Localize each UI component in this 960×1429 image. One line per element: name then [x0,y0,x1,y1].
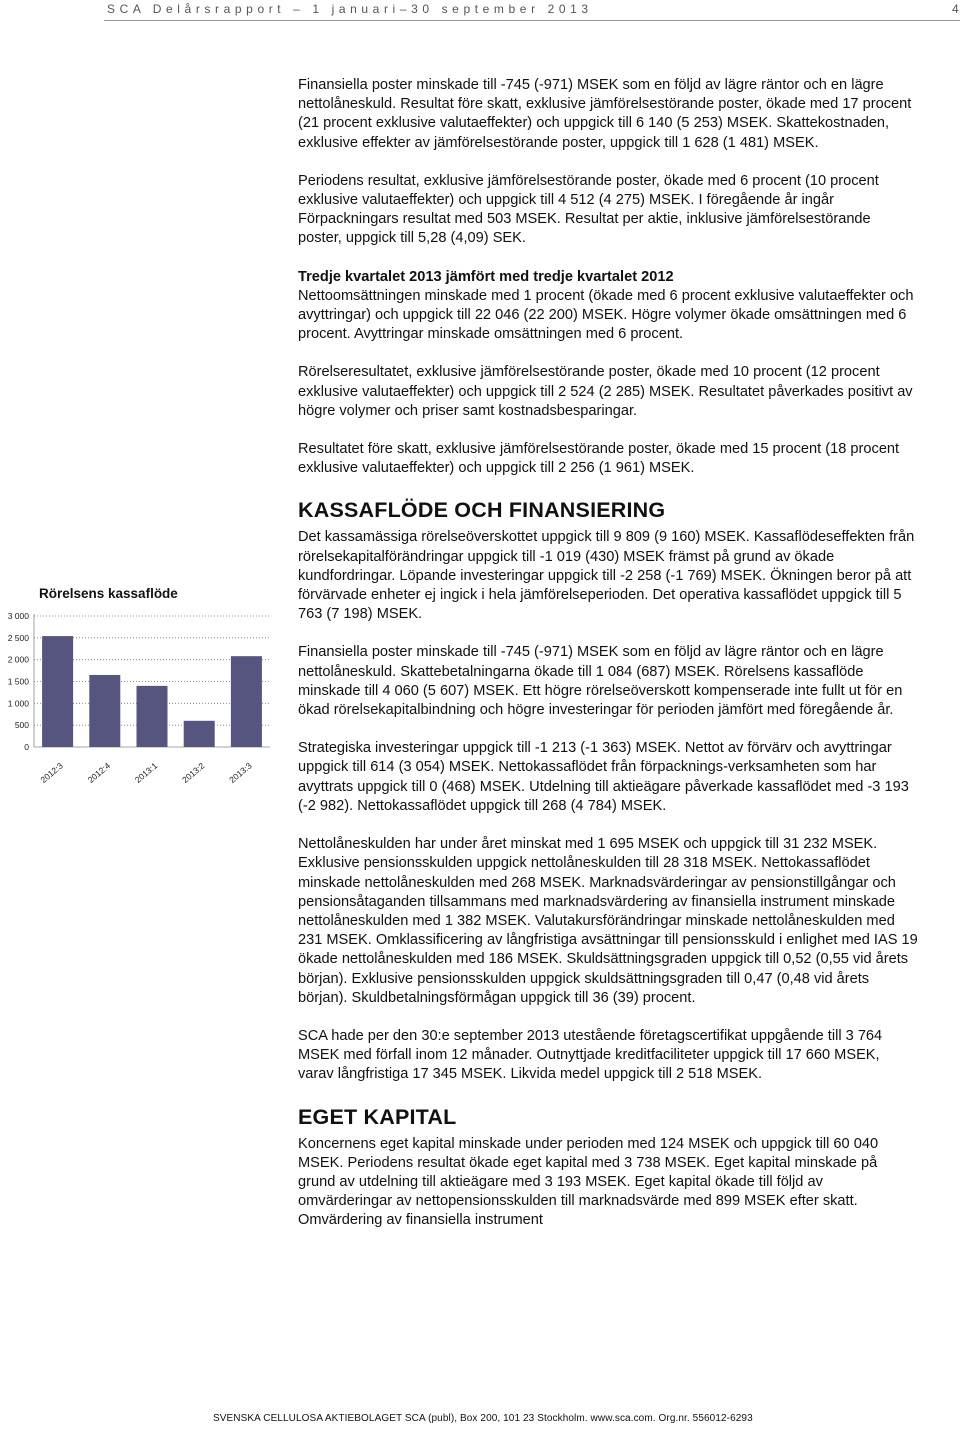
paragraph-rorelseresultat: Rörelseresultatet, exklusive jämförelsestörande poster, ökade med 10 procent (12 procent exklusive valutaeffekter) och uppgick till 2 524 (2 285) MSEK. Resultatet påverkades positivt av högre volymer och priser samt kostnadsbesparingar. [298,364,913,419]
x-tick-label: 2013:2 [180,760,207,785]
y-tick-label: 500 [14,720,29,731]
x-tick-label: 2013:3 [227,760,254,785]
bar [42,636,73,747]
paragraph-foretagscertifikat: SCA hade per den 30:e september 2013 utestående företagscertifikat uppgående till 3 764 MSEK med förfall inom 12 månader. Outnyttjade kreditfaciliteter uppgick till 17 660 MSEK, varav långfristiga 17 345 MSEK. Likvida medel uppgick till 2 518 MSEK. [298,1027,883,1083]
bar [137,686,168,747]
bar [184,721,215,747]
paragraph-skattebetalningar: Finansiella poster minskade till -745 (-971) MSEK som en följd av lägre räntor och en lägre nettolåneskuld. Skattebetalningarna ökade till 1 084 (687) MSEK. Rörelsens kassaflöde minskade till 4 060 (5 607) MSEK. Ett högre rörelseöverskott kompenserade inte fullt ut för en ökad rörelsekapitalbindning och högre investeringar för perioden jämfört med föregående år. [298,644,903,719]
y-tick-label: 3 000 [7,611,29,621]
header-divider [104,20,960,21]
main-text-column [298,76,918,1250]
y-tick-label: 1 500 [7,676,29,687]
y-tick-label: 1 000 [7,698,29,709]
bar [89,675,120,747]
paragraph-resultat-fore-skatt: Resultatet före skatt, exklusive jämförelsestörande poster, ökade med 15 procent (18 procent exklusive valutaeffekter) och uppgick till 2 256 (1 961) MSEK. [298,441,900,477]
x-tick-label: 2012:3 [38,760,65,785]
paragraph-kassamassigt-overskott: Det kassamässiga rörelseöverskottet uppgick till 9 809 (9 160) MSEK. Kassaflödeseffekten från rörelsekapitalförändringar uppgick till -1 019 (430) MSEK främst på grund av ökade kundfordringar. Löpande investeringar uppgick till -2 258 (-1 769) MSEK. Ökningen beror på att förvärvade enheter ej ingick i hela jämförelseperioden. Det operativa kassaflödet uppgick till 5 763 (7 198) MSEK. [298,529,915,623]
paragraph-nettolaneskuld: Nettolåneskulden har under året minskat med 1 695 MSEK och uppgick till 31 232 MSEK. Exklusive pensionsskulden uppgick nettolåneskulden till 28 318 MSEK. Nettokassaflödet minskade nettolåneskulden med 268 MSEK. Marknadsvärderingar av pensionstillgångar och pensionsåtaganden tillsammans med marknadsvärdering av finansiella instrument minskade nettolåneskulden med 1 382 MSEK. Valutakursförändringar minskade nettolåneskulden med 231 MSEK. Omklassificering av långfristiga avsättningar till pensionsskuld i enlighet med IAS 19 ökade nettolåneskulden med 186 MSEK. Skuldsättningsgraden uppgick till 0,52 (0,55 vid årets början). Exklusive pensionsskulden uppgick skuldsättningsgraden till 0,47 (0,48 vid årets början). Skuldbetalningsförmågan uppgick till 36 (39) procent. [298,836,918,1006]
report-header-title: SCA Delårsrapport – 1 januari–30 september 2013 [107,2,593,16]
section-heading-eget-kapital: EGET KAPITAL [298,1104,457,1129]
bar [231,656,262,747]
x-tick-label: 2013:1 [132,760,160,785]
chart-title: Rörelsens kassaflöde [39,586,178,601]
cash-flow-chart [0,580,290,810]
company-footer: SVENSKA CELLULOSA AKTIEBOLAGET SCA (publ), Box 200, 101 23 Stockholm. www.sca.com. Org.nr. 556012-6293 [213,1413,753,1424]
paragraph-finansiella-poster: Finansiella poster minskade till -745 (-971) MSEK som en följd av lägre räntor och en lägre nettolåneskuld. Resultat före skatt, exklusive jämförelsestörande poster, ökade med 17 procent (21 procent exklusive valutaeffekter) och uppgick till 6 140 (5 253) MSEK. Skattekostnaden, exklusive effekter av jämförelsestörande poster, uppgick till 1 628 (1 481) MSEK. [298,77,912,151]
paragraph-strategiska-investeringar: Strategiska investeringar uppgick till -1 213 (-1 363) MSEK. Nettot av förvärv och avyttringar uppgick till 614 (3 054) MSEK. Nettokassaflödet från förpacknings-verksamheten som har avyttrats uppgick till 0 (468) MSEK. Utdelning till aktieägare påverkade kassaflödet med -3 193 (-2 982). Nettokassaflödet uppgick till 268 (4 784) MSEK. [298,740,909,814]
paragraph-eget-kapital: Koncernens eget kapital minskade under perioden med 124 MSEK och uppgick till 60 040 MSEK. Periodens resultat ökade eget kapital med 3 738 MSEK. Eget kapital minskade på grund av utdelning till aktieägare med 3 193 MSEK. Eget kapital ökade till följd av omvärderingar av nettopensionsskulden till marknadsvärde med 899 MSEK efter skatt. Omvärdering av finansiella instrument [298,1135,879,1229]
section-heading-kassaflode: KASSAFLÖDE OCH FINANSIERING [298,498,666,523]
paragraph-periodens-resultat: Periodens resultat, exklusive jämförelsestörande poster, ökade med 6 procent (10 procent exklusive valutaeffekter) och uppgick till 4 512 (4 275) MSEK. I föregående år ingår Förpackningars resultat med 503 MSEK. Resultat per aktie, inklusive jämförelsestörande poster, uppgick till 5,28 (4,09) SEK. [298,172,879,247]
y-tick-label: 2 000 [7,654,29,665]
cash-flow-chart-svg [0,580,290,810]
page-number: 4 [952,2,959,16]
y-tick-label: 2 500 [7,632,29,643]
paragraph-nettoomsattning: Nettoomsättningen minskade med 1 procent (ökade med 6 procent exklusive valutaeffekter och avyttringar) och uppgick till 22 046 (22 200) MSEK. Högre volymer ökade omsättningen med 6 procent. Avyttringar minskade omsättningen med 6 procent. [298,287,914,343]
y-tick-label: 0 [24,742,29,752]
quarter-comparison-block [298,268,918,345]
x-tick-label: 2012:4 [85,760,113,785]
quarter-comparison-heading: Tredje kvartalet 2013 jämfört med tredje kvartalet 2012 [298,268,674,285]
